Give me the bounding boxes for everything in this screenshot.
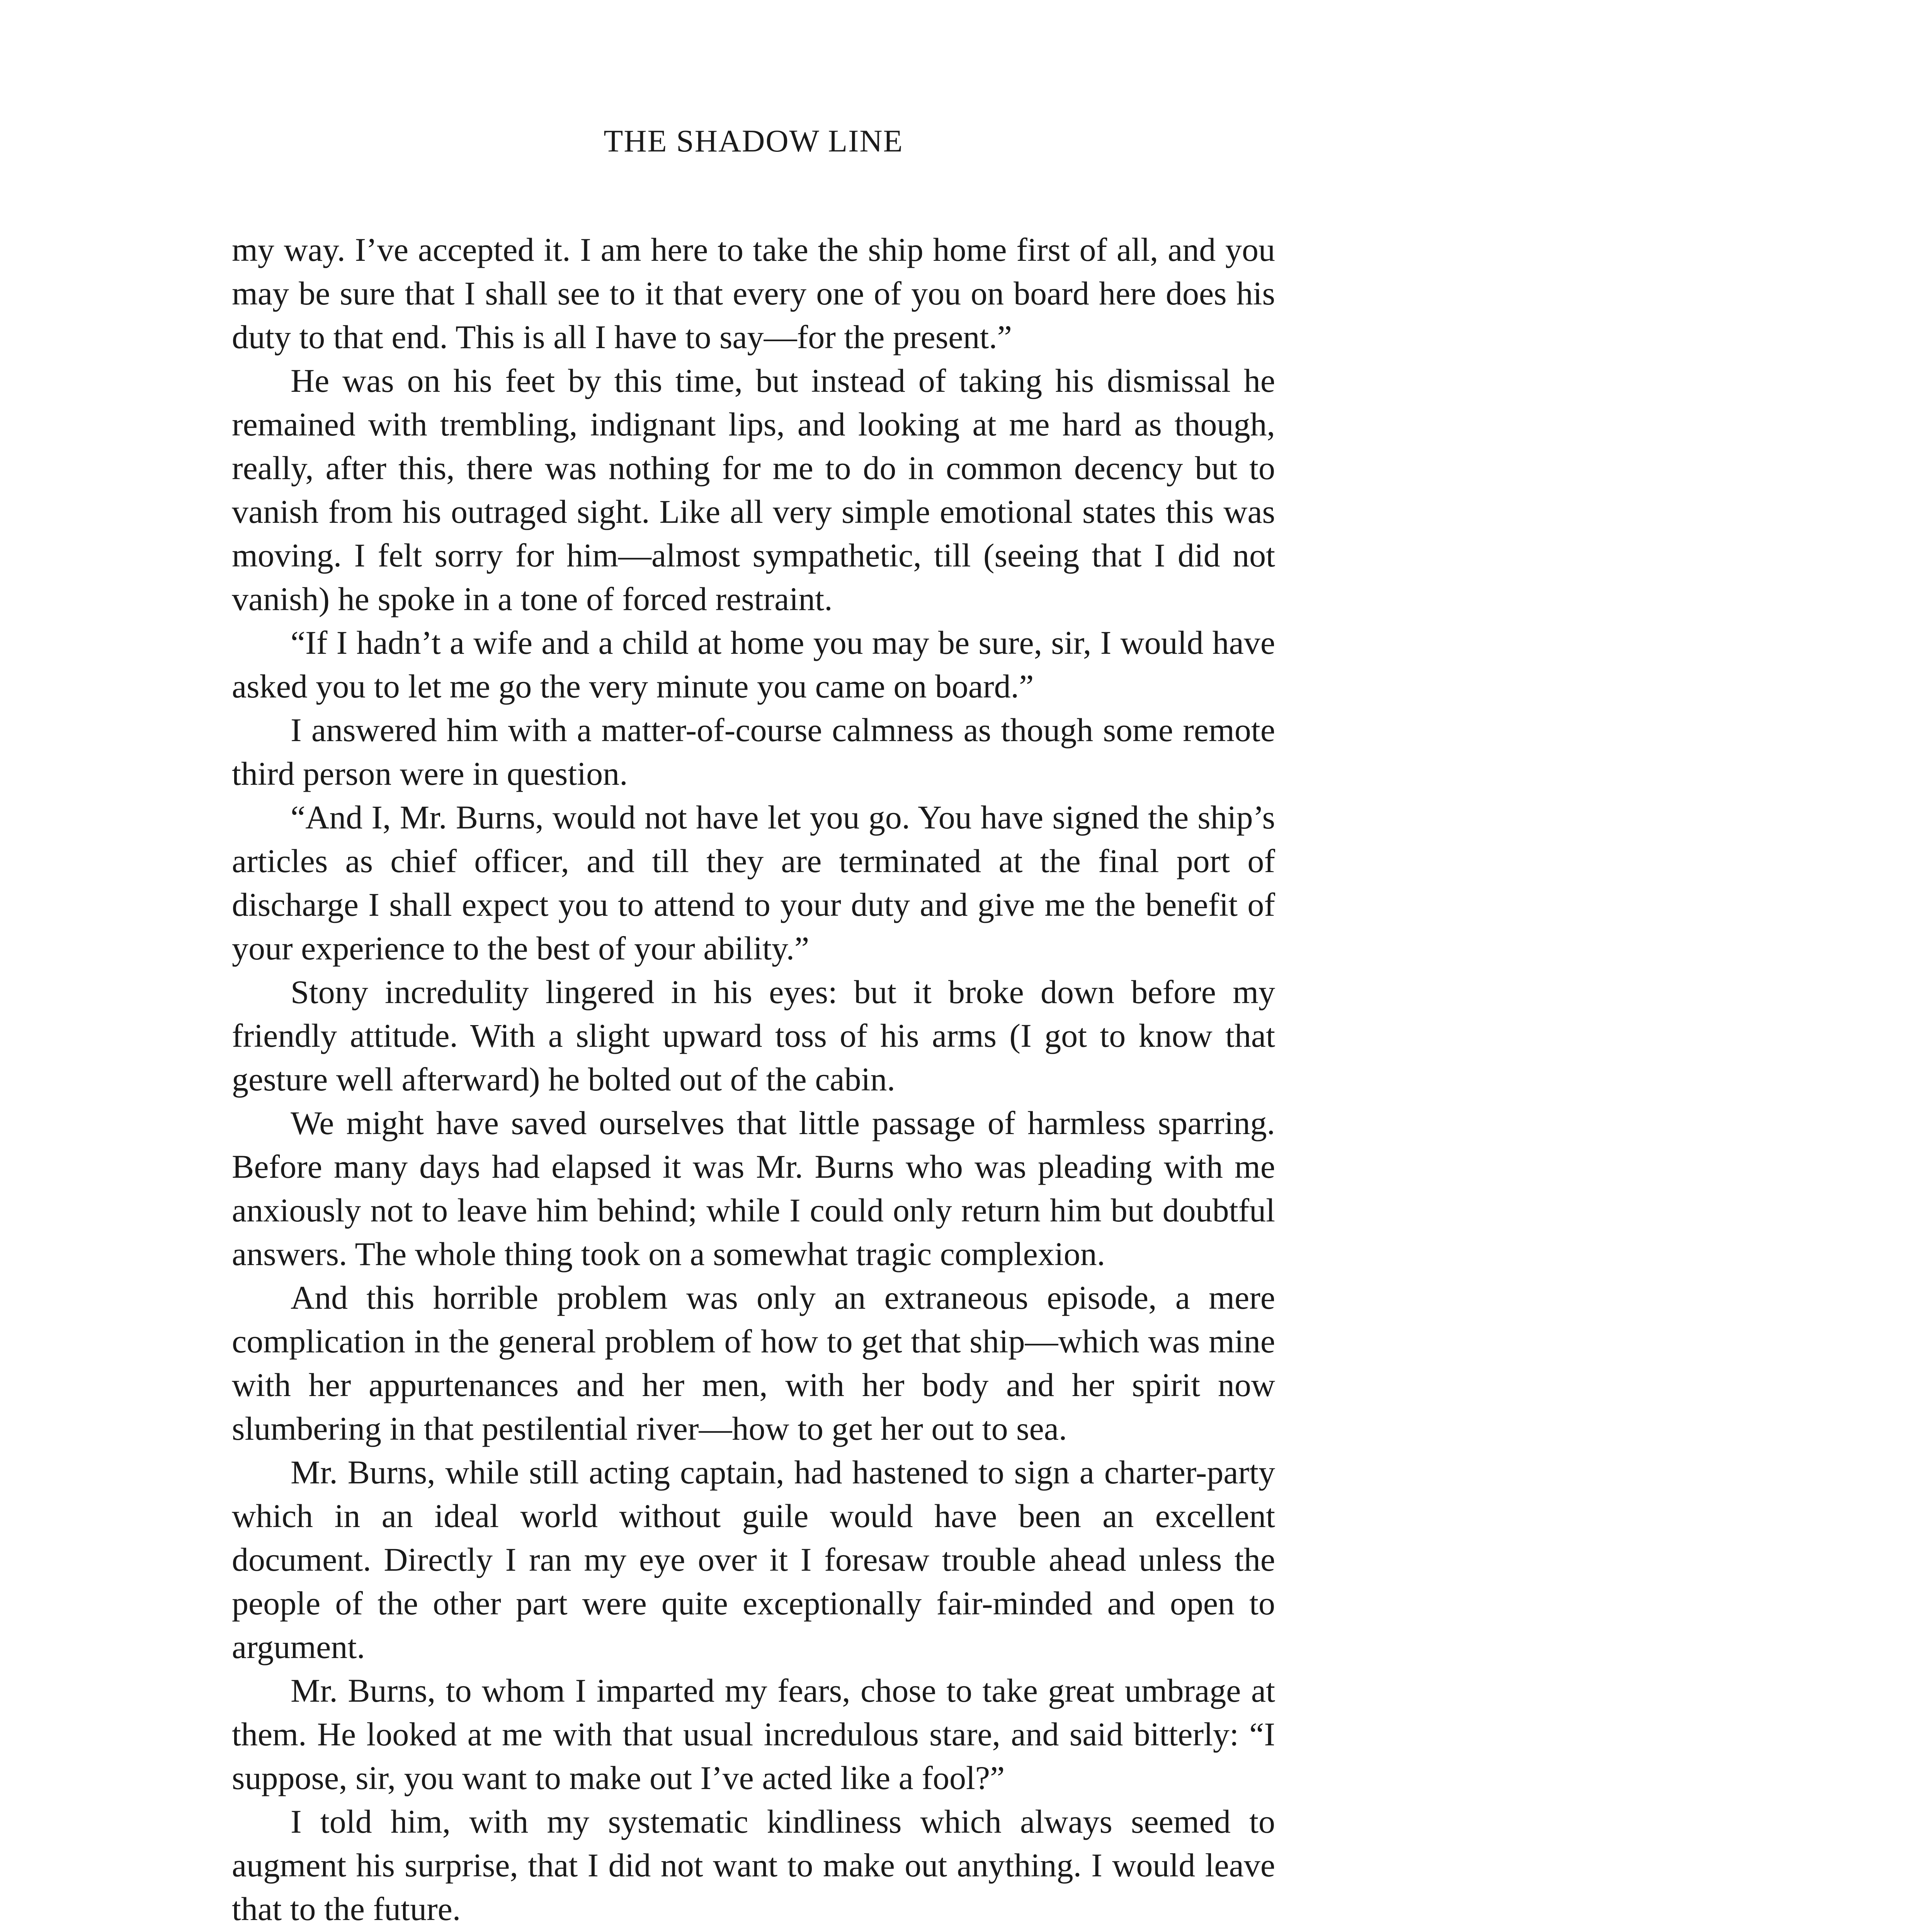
paragraph: I told him, with my systematic kindliness which always seemed to augment his surprise, that I did not want to make out anything. I would leave that to the future. <box>232 1803 1275 1927</box>
paragraph: And this horrible problem was only an extraneous episode, a mere complication in the general problem of how to get that ship—which was mine with her appurtenances and her men, with her body and her spirit now slumbering in that pestilential river—how to get her out to sea. <box>232 1279 1275 1447</box>
paragraph: Mr. Burns, to whom I imparted my fears, chose to take great umbrage at them. He looked at me with that usual incredulous stare, and said bitterly: “I suppose, sir, you want to make out I’ve acted like a fool?” <box>232 1672 1275 1796</box>
body-text <box>232 228 1275 1932</box>
paragraph: He was on his feet by this time, but instead of taking his dismissal he remained with trembling, indignant lips, and looking at me hard as though, really, after this, there was nothing for me to do in common decency but to vanish from his outraged sight. Like all very simple emotional states this was moving. I felt sorry for him—almost sympathetic, till (seeing that I did not vanish) he spoke in a tone of forced restraint. <box>232 362 1275 617</box>
paragraph: I answered him with a matter-of-course calmness as though some remote third person were in question. <box>232 711 1275 792</box>
paragraph: my way. I’ve accepted it. I am here to take the ship home first of all, and you may be sure that I shall see to it that every one of you on board here does his duty to that end. This is all I have to say—for the present.” <box>232 231 1275 355</box>
paragraph: Mr. Burns, while still acting captain, had hastened to sign a charter-party which in an ideal world without guile would have been an excellent document. Directly I ran my eye over it I foresaw trouble ahead unless the people of the other part were quite exceptionally fair-minded and open to argument. <box>232 1454 1275 1665</box>
paragraph: We might have saved ourselves that little passage of harmless sparring. Before many days had elapsed it was Mr. Burns who was pleading with me anxiously not to leave him behind; while I could only return him but doubtful answers. The whole thing took on a somewhat tragic complexion. <box>232 1104 1275 1272</box>
paragraph: “If I hadn’t a wife and a child at home you may be sure, sir, I would have asked you to let me go the very minute you came on board.” <box>232 624 1275 705</box>
paragraph: Stony incredulity lingered in his eyes: but it broke down before my friendly attitude. With a slight upward toss of his arms (I got to know that gesture well afterward) he bolted out of the cabin. <box>232 973 1275 1098</box>
running-head: THE SHADOW LINE <box>604 123 903 158</box>
paragraph: “And I, Mr. Burns, would not have let you go. You have signed the ship’s articles as chief officer, and till they are terminated at the final port of discharge I shall expect you to attend to your duty and give me the benefit of your experience to the best of your ability.” <box>232 799 1275 967</box>
